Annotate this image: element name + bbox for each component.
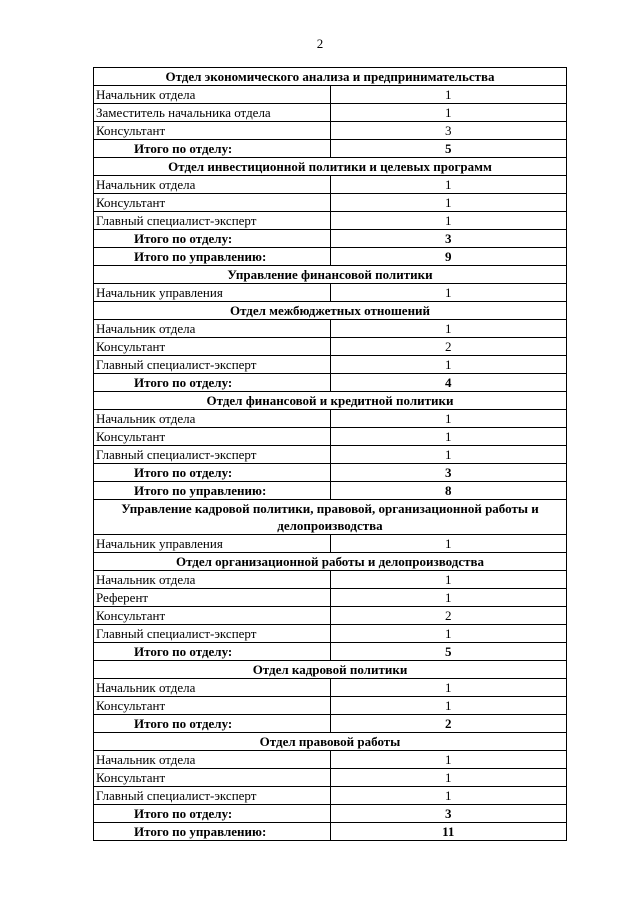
position-row <box>94 751 567 769</box>
total-count: 9 <box>330 248 567 266</box>
position-row <box>94 86 567 104</box>
section-header-title: Отдел правовой работы <box>94 733 567 751</box>
section-header-row <box>94 266 567 284</box>
position-name: Главный специалист-эксперт <box>94 625 331 643</box>
staffing-table <box>93 67 567 841</box>
position-row <box>94 625 567 643</box>
position-name: Начальник управления <box>94 535 331 553</box>
section-header-row <box>94 553 567 571</box>
position-row <box>94 104 567 122</box>
position-row <box>94 212 567 230</box>
position-count: 1 <box>330 535 567 553</box>
position-name: Консультант <box>94 338 331 356</box>
position-count: 1 <box>330 446 567 464</box>
position-count: 1 <box>330 212 567 230</box>
position-count: 1 <box>330 571 567 589</box>
total-row <box>94 715 567 733</box>
total-label: Итого по отделу: <box>94 715 331 733</box>
total-label: Итого по отделу: <box>94 230 331 248</box>
position-row <box>94 589 567 607</box>
position-count: 3 <box>330 122 567 140</box>
position-row <box>94 535 567 553</box>
position-count: 1 <box>330 320 567 338</box>
position-name: Консультант <box>94 194 331 212</box>
position-row <box>94 176 567 194</box>
position-name: Заместитель начальника отдела <box>94 104 331 122</box>
total-label: Итого по управлению: <box>94 482 331 500</box>
section-header-title: Отдел инвестиционной политики и целевых программ <box>94 158 567 176</box>
total-label: Итого по отделу: <box>94 140 331 158</box>
section-header-row <box>94 500 567 535</box>
total-label: Итого по управлению: <box>94 823 331 841</box>
position-count: 1 <box>330 104 567 122</box>
total-row <box>94 230 567 248</box>
position-row <box>94 787 567 805</box>
position-name: Начальник отдела <box>94 751 331 769</box>
position-name: Начальник отдела <box>94 86 331 104</box>
position-name: Консультант <box>94 769 331 787</box>
position-row <box>94 571 567 589</box>
position-name: Главный специалист-эксперт <box>94 356 331 374</box>
position-count: 2 <box>330 607 567 625</box>
position-row <box>94 769 567 787</box>
total-count: 5 <box>330 643 567 661</box>
total-count: 3 <box>330 805 567 823</box>
position-count: 1 <box>330 410 567 428</box>
section-header-row <box>94 661 567 679</box>
position-count: 1 <box>330 769 567 787</box>
section-header-row <box>94 158 567 176</box>
total-row <box>94 823 567 841</box>
total-label: Итого по отделу: <box>94 805 331 823</box>
section-header-title: Отдел финансовой и кредитной политики <box>94 392 567 410</box>
position-row <box>94 607 567 625</box>
position-row <box>94 679 567 697</box>
total-count: 3 <box>330 464 567 482</box>
position-count: 1 <box>330 194 567 212</box>
position-row <box>94 122 567 140</box>
total-row <box>94 464 567 482</box>
section-header-row <box>94 392 567 410</box>
total-count: 2 <box>330 715 567 733</box>
position-row <box>94 194 567 212</box>
total-row <box>94 482 567 500</box>
position-count: 1 <box>330 679 567 697</box>
position-row <box>94 356 567 374</box>
section-header-title: Управление кадровой политики, правовой, организационной работы и делопроизводства <box>94 500 567 535</box>
position-row <box>94 338 567 356</box>
position-name: Главный специалист-эксперт <box>94 446 331 464</box>
position-name: Консультант <box>94 428 331 446</box>
position-name: Главный специалист-эксперт <box>94 787 331 805</box>
position-row <box>94 410 567 428</box>
position-name: Референт <box>94 589 331 607</box>
section-header-row <box>94 302 567 320</box>
position-name: Начальник отдела <box>94 679 331 697</box>
position-count: 1 <box>330 589 567 607</box>
total-row <box>94 805 567 823</box>
staffing-table-body <box>94 68 567 841</box>
position-count: 1 <box>330 86 567 104</box>
total-label: Итого по управлению: <box>94 248 331 266</box>
section-header-row <box>94 733 567 751</box>
total-row <box>94 140 567 158</box>
position-count: 2 <box>330 338 567 356</box>
total-count: 4 <box>330 374 567 392</box>
total-count: 5 <box>330 140 567 158</box>
position-name: Начальник отдела <box>94 176 331 194</box>
position-count: 1 <box>330 428 567 446</box>
page-number: 2 <box>316 36 324 51</box>
position-count: 1 <box>330 625 567 643</box>
total-count: 8 <box>330 482 567 500</box>
section-header-title: Отдел кадровой политики <box>94 661 567 679</box>
total-label: Итого по отделу: <box>94 374 331 392</box>
total-count: 3 <box>330 230 567 248</box>
total-label: Итого по отделу: <box>94 643 331 661</box>
total-count: 11 <box>330 823 567 841</box>
position-row <box>94 697 567 715</box>
position-name: Консультант <box>94 697 331 715</box>
position-count: 1 <box>330 284 567 302</box>
section-header-row <box>94 68 567 86</box>
position-row <box>94 446 567 464</box>
position-count: 1 <box>330 787 567 805</box>
total-row <box>94 248 567 266</box>
total-row <box>94 643 567 661</box>
position-name: Начальник отдела <box>94 320 331 338</box>
section-header-title: Отдел экономического анализа и предпринимательства <box>94 68 567 86</box>
position-name: Консультант <box>94 607 331 625</box>
position-name: Главный специалист-эксперт <box>94 212 331 230</box>
section-header-title: Отдел организационной работы и делопроизводства <box>94 553 567 571</box>
position-name: Консультант <box>94 122 331 140</box>
position-count: 1 <box>330 356 567 374</box>
position-name: Начальник отдела <box>94 571 331 589</box>
position-count: 1 <box>330 176 567 194</box>
section-header-title: Отдел межбюджетных отношений <box>94 302 567 320</box>
section-header-title: Управление финансовой политики <box>94 266 567 284</box>
position-name: Начальник отдела <box>94 410 331 428</box>
position-row <box>94 320 567 338</box>
position-row <box>94 428 567 446</box>
total-label: Итого по отделу: <box>94 464 331 482</box>
position-count: 1 <box>330 751 567 769</box>
position-name: Начальник управления <box>94 284 331 302</box>
position-row <box>94 284 567 302</box>
total-row <box>94 374 567 392</box>
position-count: 1 <box>330 697 567 715</box>
